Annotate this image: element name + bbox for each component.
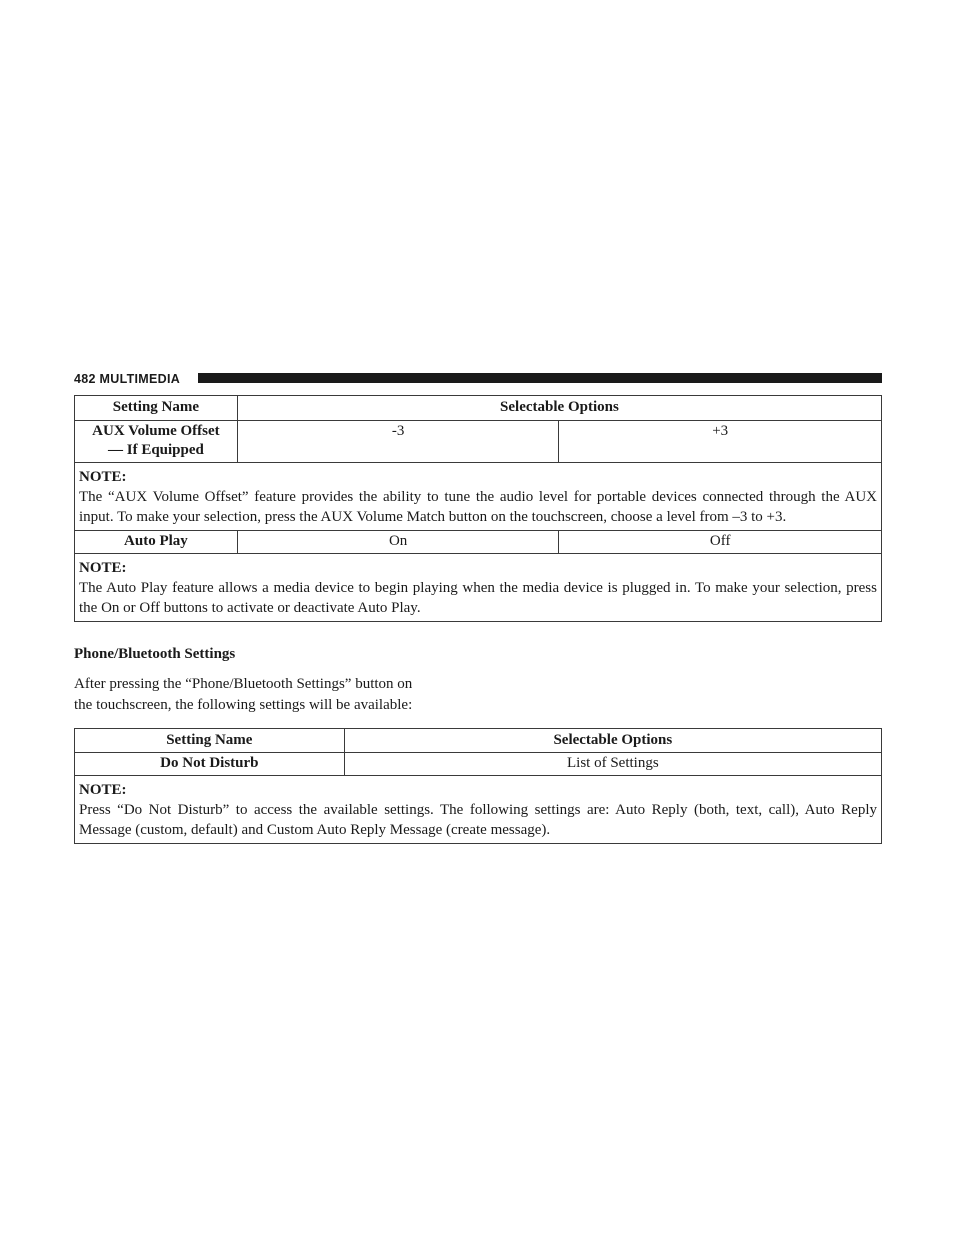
note-row	[75, 463, 882, 531]
phone-bluetooth-settings-table	[74, 728, 882, 844]
note-text: The Auto Play feature allows a media device to begin playing when the media device is plugged in. To make your selection, press the On or Off buttons to activate or deactivate Auto Play.	[79, 580, 877, 616]
note-label: NOTE:	[79, 560, 127, 576]
note-label: NOTE:	[79, 469, 127, 485]
setting-name-auto-play: Auto Play	[75, 531, 238, 554]
column-header-selectable-options: Selectable Options	[237, 396, 881, 421]
note-label: NOTE:	[79, 782, 127, 798]
setting-name-do-not-disturb: Do Not Disturb	[75, 753, 345, 776]
page-header	[74, 371, 882, 387]
option-cell: +3	[559, 421, 882, 463]
option-cell: Off	[559, 531, 882, 554]
column-header-setting-name: Setting Name	[75, 396, 238, 421]
page-number-section: 482 MULTIMEDIA	[74, 372, 181, 386]
setting-name-aux-volume-offset	[75, 421, 238, 463]
table-row	[75, 531, 882, 554]
note-cell	[75, 554, 882, 622]
table-header-row	[75, 396, 882, 421]
table-header-row	[75, 729, 882, 753]
paragraph-line: After pressing the “Phone/Bluetooth Settings” button on	[74, 676, 413, 692]
column-header-selectable-options: Selectable Options	[344, 729, 881, 753]
section-paragraph	[74, 674, 474, 716]
table-row	[75, 421, 882, 463]
option-cell: List of Settings	[344, 753, 881, 776]
note-cell	[75, 776, 882, 844]
option-cell: -3	[237, 421, 559, 463]
option-cell: On	[237, 531, 559, 554]
multimedia-settings-table	[74, 395, 882, 622]
column-header-setting-name: Setting Name	[75, 729, 345, 753]
setting-name-line: AUX Volume Offset	[92, 423, 220, 439]
paragraph-line: the touchscreen, the following settings will be available:	[74, 697, 413, 713]
header-rule	[198, 373, 882, 383]
section-heading: Phone/Bluetooth Settings	[74, 646, 236, 662]
note-row	[75, 776, 882, 844]
note-row	[75, 554, 882, 622]
table-row	[75, 753, 882, 776]
note-text: Press “Do Not Disturb” to access the available settings. The following settings are: Auto Reply (both, text, call), Auto Reply Message (custom, default) and Custom Auto Reply Message (create message).	[79, 802, 877, 838]
note-cell	[75, 463, 882, 531]
setting-qualifier: — If Equipped	[107, 442, 204, 458]
note-text: The “AUX Volume Offset” feature provides the ability to tune the audio level for portable devices connected through the AUX input. To make your selection, press the AUX Volume Match button on the touchscreen, choose a level from –3 to +3.	[79, 489, 877, 525]
